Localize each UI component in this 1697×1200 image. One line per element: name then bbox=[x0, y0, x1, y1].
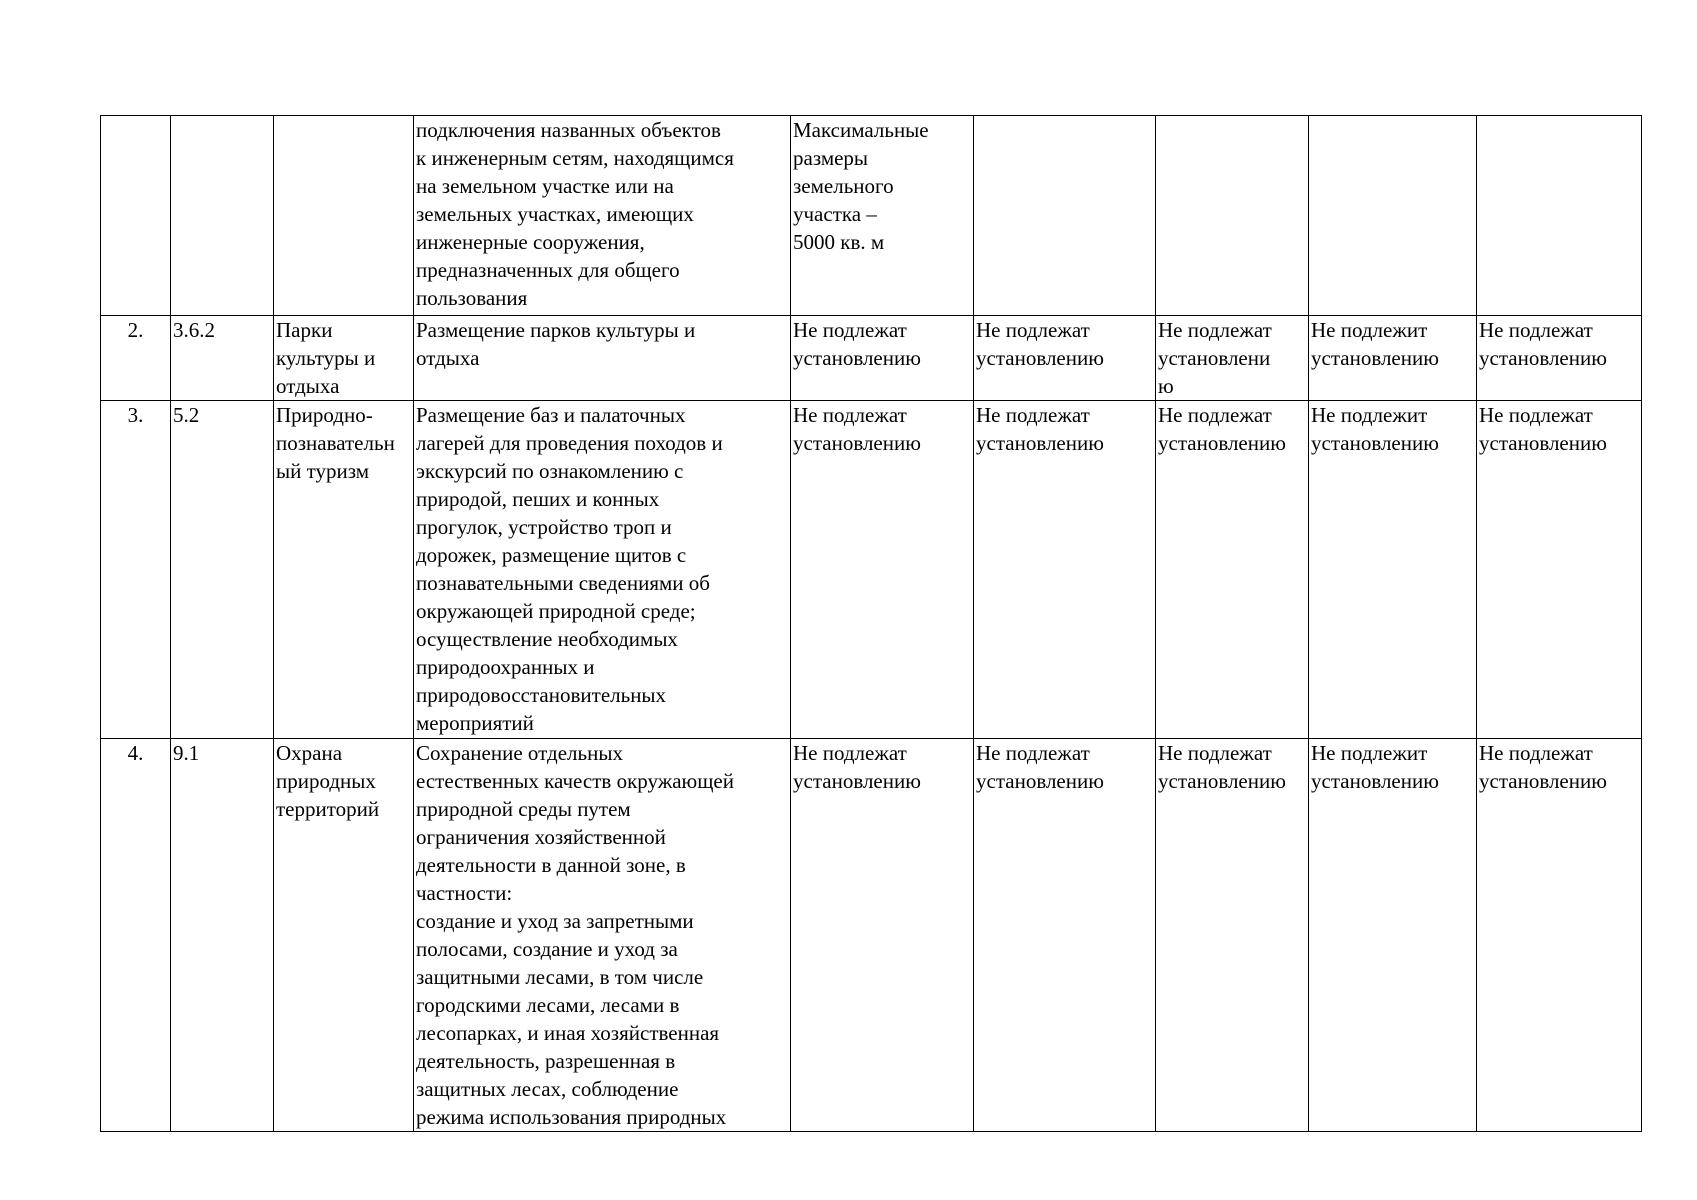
row-number-cell: 4. bbox=[101, 739, 171, 1132]
use-description-cell: подключения названных объектов к инженерным сетям, находящимся на земельном участке или на земельных участках, имеющих инженерные сооружения, предназначенных для общего пользования bbox=[414, 116, 791, 316]
parameter-cell bbox=[1309, 116, 1477, 316]
table-row bbox=[101, 739, 1642, 1132]
parameter-cell: Не подлежат установлению bbox=[1477, 316, 1642, 401]
parameter-cell bbox=[974, 116, 1156, 316]
use-description-cell: Размещение баз и палаточных лагерей для проведения походов и экскурсий по ознакомлению с природой, пеших и конных прогулок, устройство троп и дорожек, размещение щитов с познавательными сведениями об окружающей природной среде; осуществление необходимых природоохранных и природовосстановительных мероприятий bbox=[414, 401, 791, 739]
use-name-cell bbox=[274, 116, 414, 316]
table-row bbox=[101, 316, 1642, 401]
parameter-cell: Не подлежат установлению bbox=[974, 401, 1156, 739]
use-name-cell: Охрана природных территорий bbox=[274, 739, 414, 1132]
parameter-cell bbox=[1156, 116, 1309, 316]
use-name-cell: Парки культуры и отдыха bbox=[274, 316, 414, 401]
parameter-cell: Не подлежат установлению bbox=[974, 739, 1156, 1132]
parameter-cell: Не подлежат установлению bbox=[974, 316, 1156, 401]
parameter-cell: Не подлежат установлению bbox=[1156, 739, 1309, 1132]
use-description-cell: Размещение парков культуры и отдыха bbox=[414, 316, 791, 401]
use-code-cell: 3.6.2 bbox=[171, 316, 274, 401]
row-number-cell bbox=[101, 116, 171, 316]
parameter-cell: Не подлежат установлению bbox=[791, 739, 974, 1132]
parameter-cell: Не подлежат установлени ю bbox=[1156, 316, 1309, 401]
row-number-cell: 2. bbox=[101, 316, 171, 401]
use-name-cell: Природно- познавательн ый туризм bbox=[274, 401, 414, 739]
parameter-cell: Не подлежат установлению bbox=[791, 316, 974, 401]
parameter-cell: Не подлежит установлению bbox=[1309, 316, 1477, 401]
row-number-cell: 3. bbox=[101, 401, 171, 739]
table-row bbox=[101, 116, 1642, 316]
parameter-cell: Не подлежит установлению bbox=[1309, 739, 1477, 1132]
parameter-cell: Максимальные размеры земельного участка – 5000 кв. м bbox=[791, 116, 974, 316]
use-code-cell: 5.2 bbox=[171, 401, 274, 739]
use-code-cell bbox=[171, 116, 274, 316]
parameter-cell: Не подлежит установлению bbox=[1309, 401, 1477, 739]
parameter-cell: Не подлежат установлению bbox=[1477, 739, 1642, 1132]
use-description-cell: Сохранение отдельных естественных качеств окружающей природной среды путем ограничения хозяйственной деятельности в данной зоне, в частности: создание и уход за запретными полосами, создание и уход за защитными лесами, в том числе городскими лесами, лесами в лесопарках, и иная хозяйственная деятельность, разрешенная в защитных лесах, соблюдение режима использования природных bbox=[414, 739, 791, 1132]
table-row bbox=[101, 401, 1642, 739]
land-use-table bbox=[100, 115, 1642, 1132]
use-code-cell: 9.1 bbox=[171, 739, 274, 1132]
parameter-cell: Не подлежат установлению bbox=[1477, 401, 1642, 739]
parameter-cell: Не подлежат установлению bbox=[1156, 401, 1309, 739]
parameter-cell bbox=[1477, 116, 1642, 316]
parameter-cell: Не подлежат установлению bbox=[791, 401, 974, 739]
